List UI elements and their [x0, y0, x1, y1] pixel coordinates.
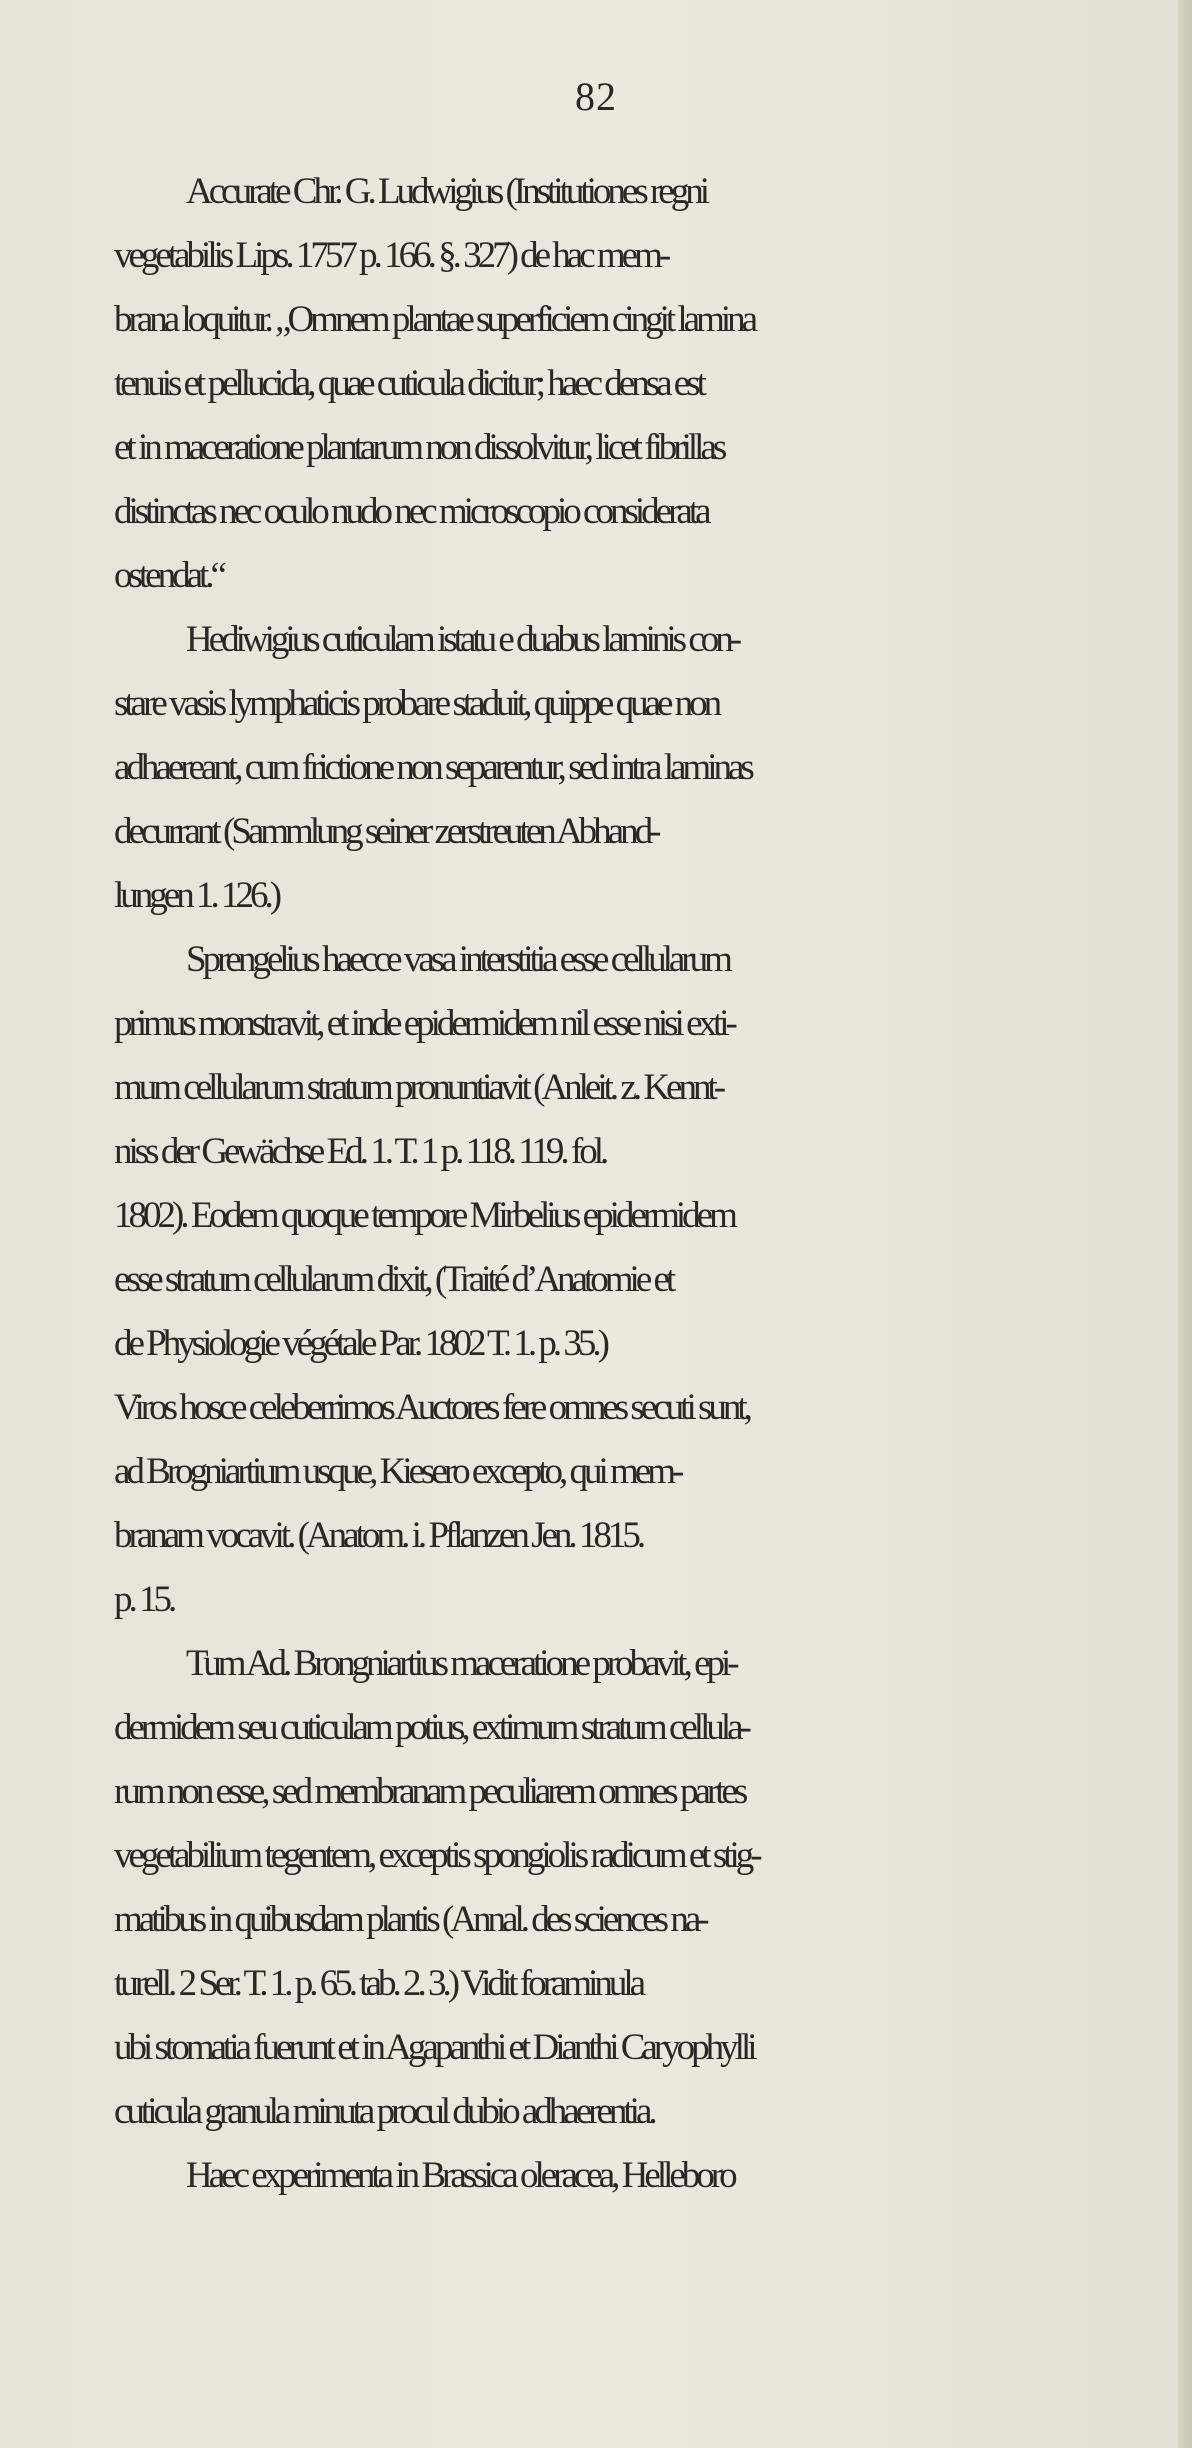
text-line-14: primus monstravit, et inde epidermidem nil esse nisi exti-	[114, 1003, 734, 1044]
text-line-9: stare vasis lymphaticis probare staduit, quippe quae non	[114, 683, 719, 724]
text-line-24: Tum Ad. Brongniartius maceratione probavit, epi-	[186, 1643, 736, 1684]
text-line-8: Hediwigius cuticulam istatu e duabus laminis con-	[186, 619, 739, 660]
text-line-7: ostendat.“	[114, 555, 223, 596]
text-line-13: Sprengelius haecce vasa interstitia esse cellularum	[186, 939, 729, 980]
text-line-15: mum cellularum stratum pronuntiavit (Anleit. z. Kennt-	[114, 1067, 723, 1108]
text-line-27: vegetabilium tegentem, exceptis spongiolis radicum et stig-	[114, 1835, 759, 1876]
text-line-10: adhaereant, cum frictione non separentur, sed intra laminas	[114, 747, 751, 788]
text-line-20: Viros hosce celeberrimos Auctores fere omnes secuti sunt,	[114, 1387, 749, 1428]
text-line-5: et in maceratione plantarum non dissolvitur, licet fibrillas	[114, 427, 724, 468]
text-line-18: esse stratum cellularum dixit, (Traité d’Anatomie et	[114, 1259, 673, 1300]
text-line-2: vegetabilis Lips. 1757 p. 166. §. 327) de hac mem-	[114, 235, 668, 276]
text-line-23: p. 15.	[114, 1579, 174, 1620]
text-line-21: ad Brogniartium usque, Kiesero excepto, qui mem-	[114, 1451, 681, 1492]
text-line-26: rum non esse, sed membranam peculiarem omnes partes	[114, 1771, 745, 1812]
text-line-25: dermidem seu cuticulam potius, extimum stratum cellula-	[114, 1707, 748, 1748]
text-line-30: ubi stomatia fuerunt et in Agapanthi et Dianthi Caryophylli	[114, 2027, 754, 2068]
text-line-17: 1802). Eodem quoque tempore Mirbelius epidermidem	[114, 1195, 734, 1236]
text-line-31: cuticula granula minuta procul dubio adhaerentia.	[114, 2091, 654, 2132]
page-number: 82	[575, 74, 617, 119]
text-line-11: decurrant (Sammlung seiner zerstreuten Abhand-	[114, 811, 658, 852]
text-line-29: turell. 2 Ser. T. 1. p. 65. tab. 2. 3.) Vidit foraminula	[114, 1963, 643, 2004]
text-line-1: Accurate Chr. G. Ludwigius (Institutiones regni	[186, 171, 707, 212]
text-line-19: de Physiologie végétale Par. 1802 T. 1. p. 35.)	[114, 1323, 606, 1364]
text-line-28: matibus in quibusdam plantis (Annal. des sciences na-	[114, 1899, 706, 1940]
text-line-32: Haec experimenta in Brassica oleracea, Helleboro	[186, 2155, 734, 2196]
text-line-22: branam vocavit. (Anatom. i. Pflanzen Jen. 1815.	[114, 1515, 643, 1556]
text-line-3: brana loquitur. „Omnem plantae superficiem cingit lamina	[114, 299, 755, 340]
text-line-4: tenuis et pellucida, quae cuticula dicitur; haec densa est	[114, 363, 703, 404]
text-line-6: distinctas nec oculo nudo nec microscopio considerata	[114, 491, 708, 532]
text-line-12: lungen 1. 126.)	[114, 875, 279, 916]
body-text	[114, 160, 1188, 2208]
text-line-16: niss der Gewächse Ed. 1. T. 1 p. 118. 119. fol.	[114, 1131, 606, 1172]
